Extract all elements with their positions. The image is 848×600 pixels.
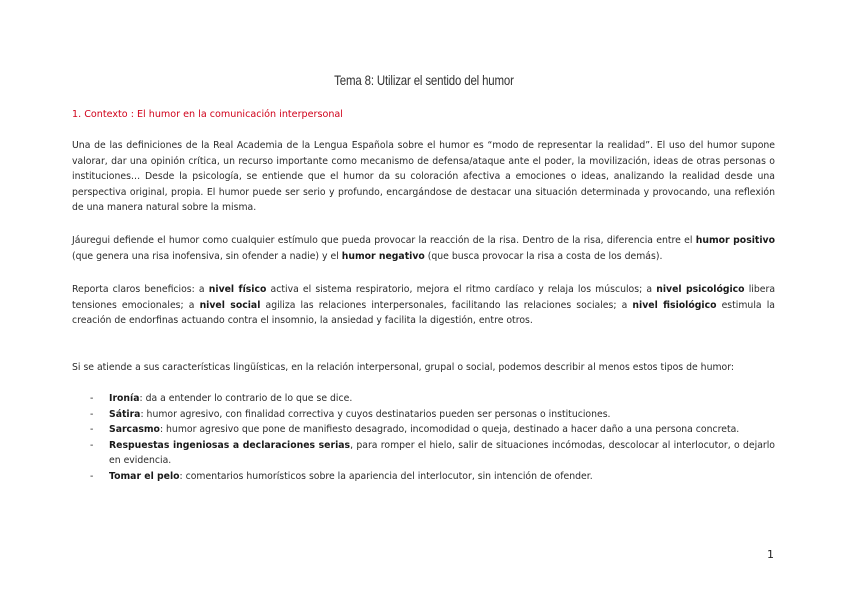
list-term: Ironía <box>109 393 140 404</box>
text-span: libera tensiones emocionales; a <box>72 284 776 311</box>
list-item <box>90 422 775 438</box>
paragraph-definitions: Una de las definiciones de la Real Academia de la Lengua Española sobre el humor es “modo de representar la realidad”. El uso del humor supone valorar, dar una opinión crítica, un recurso importante como mecanismo de defensa/ataque ante el poder, la movilización, ideas de otras personas o instituciones… Desde la psicología, se entiende que el humor da su coloración afectiva a emociones o ideas, analizando la realidad desde una perspectiva original, propia. El humor puede ser serio y profundo, encargándose de destacar una situación determinada y provocando, una reflexión de una manera natural sobre la misma. <box>72 140 775 214</box>
list-text: , para romper el hielo, salir de situaciones incómodas, descolocar al interlocutor, o dejarlo en evidencia. <box>109 439 775 467</box>
text-span: Reporta claros beneficios: a <box>72 284 209 295</box>
bold-term: humor positivo <box>695 235 775 246</box>
list-item <box>90 469 775 485</box>
list-item <box>90 407 775 423</box>
page-number: 1 <box>767 548 774 561</box>
paragraph-humor-types-intro: Si se atiende a sus características lingüísticas, en la relación interpersonal, grupal o social, podemos describir al menos estos tipos de humor: <box>72 362 734 373</box>
list-term: Respuestas ingeniosas a declaraciones serias <box>109 439 351 451</box>
list-text: : humor agresivo que pone de manifiesto desagrado, incomodidad o queja, destinado a hacer daño a una persona concreta. <box>159 424 740 436</box>
list-dash: - <box>90 393 94 404</box>
paragraph-jauregui <box>72 233 775 264</box>
bold-term: nivel psicológico <box>656 284 745 295</box>
text-span: (que genera una risa inofensiva, sin ofender a nadie) y el <box>72 250 342 262</box>
bold-term: nivel fisiológico <box>632 299 717 311</box>
humor-types-list <box>90 391 775 485</box>
list-term: Sarcasmo <box>109 424 160 436</box>
text-span: activa el sistema respiratorio, mejora el ritmo cardíaco y relaja los músculos; a <box>266 284 657 295</box>
text-span: agiliza las relaciones interpersonales, facilitando las relaciones sociales; a <box>260 299 633 311</box>
list-item <box>90 438 775 469</box>
text-span: estimula la creación de endorfinas actuando contra el insomnio, la ansiedad y facilita la digestión, entre otros. <box>72 299 775 327</box>
list-dash: - <box>90 408 94 420</box>
bold-term: nivel físico <box>208 284 267 295</box>
list-term: Tomar el pelo <box>109 470 180 482</box>
section-heading: 1. Contexto : El humor en la comunicación interpersonal <box>72 109 343 120</box>
paragraph-benefits <box>72 282 775 329</box>
text-span: (que busca provocar la risa a costa de los demás). <box>424 250 663 262</box>
list-dash: - <box>90 424 94 436</box>
list-dash: - <box>90 439 94 451</box>
list-text: : da a entender lo contrario de lo que se dice. <box>139 393 353 404</box>
list-item <box>90 391 775 407</box>
list-dash: - <box>90 470 94 482</box>
list-text: : humor agresivo, con finalidad correctiva y cuyos destinatarios pueden ser personas o instituciones. <box>140 408 611 420</box>
text-span: Jáuregui defiende el humor como cualquier estímulo que pueda provocar la reacción de la risa. Dentro de la risa, diferencia entre el <box>72 235 696 246</box>
list-term: Sátira <box>109 408 141 420</box>
bold-term: nivel social <box>199 299 261 311</box>
list-text: : comentarios humorísticos sobre la apariencia del interlocutor, sin intención de ofender. <box>179 470 593 482</box>
bold-term: humor negativo <box>341 250 425 262</box>
document-title: Tema 8: Utilizar el sentido del humor <box>334 72 514 88</box>
